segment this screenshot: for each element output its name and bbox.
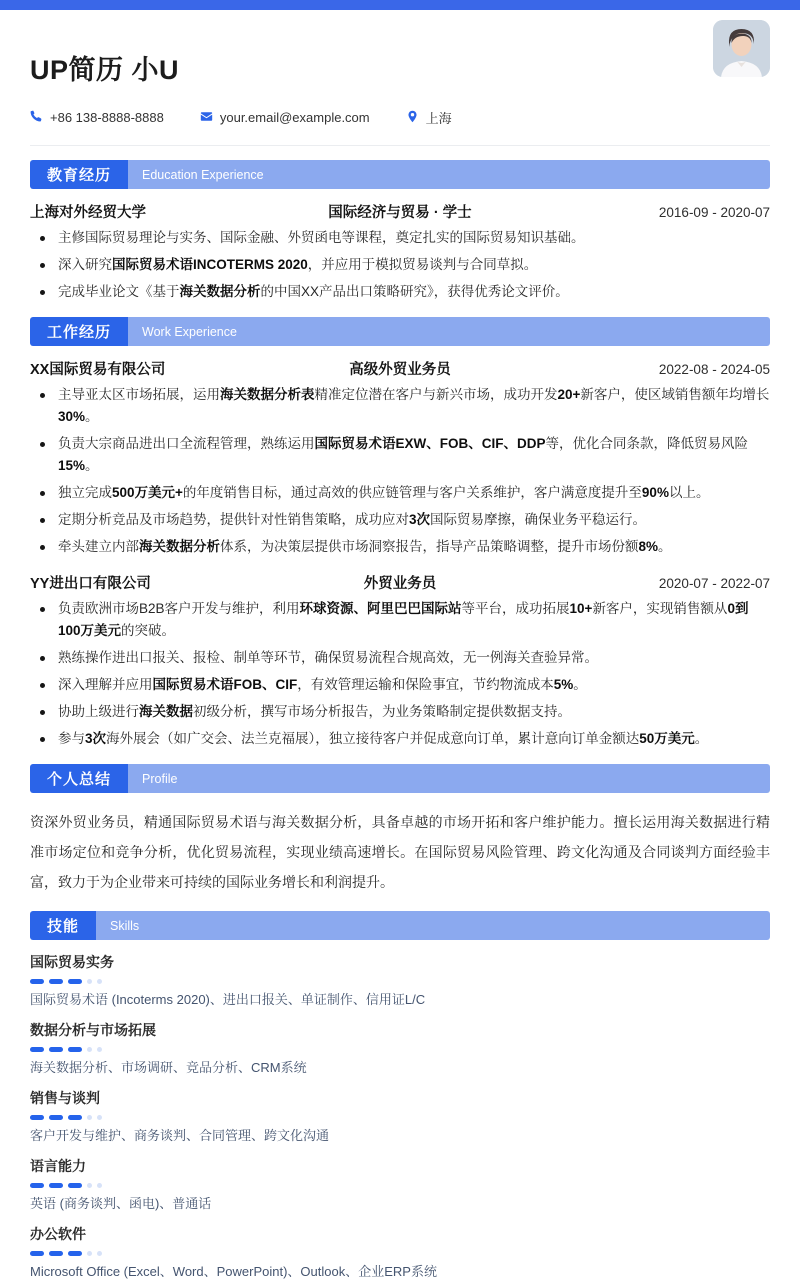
- bullet-text: 深入理解并应用国际贸易术语FOB、CIF，有效管理运输和保险事宜，节约物流成本5%。: [58, 677, 587, 692]
- skill-level-empty-dot: [87, 1183, 92, 1188]
- skill-item: [30, 1087, 770, 1144]
- company-name: YY进出口有限公司: [30, 576, 151, 592]
- skill-level-indicator: [30, 1251, 770, 1256]
- date-range: 2022-08 - 2024-05: [658, 362, 770, 377]
- section-subtitle-en: Profile: [128, 764, 770, 793]
- date-range: 2016-09 - 2020-07: [658, 205, 770, 220]
- work-entry: [30, 572, 770, 750]
- skill-level-empty-dot: [97, 1251, 102, 1256]
- contact-text: your.email@example.com: [219, 110, 370, 125]
- section-profile: [30, 764, 770, 897]
- top-accent-bar: [0, 0, 800, 10]
- bullet-item: [30, 701, 770, 723]
- education-entries: [30, 201, 770, 303]
- skill-list: [30, 951, 770, 1280]
- skill-name: 销售与谈判: [30, 1090, 100, 1106]
- bullet-item: [30, 254, 770, 276]
- skill-level-filled-dash: [49, 1183, 63, 1188]
- bullet-item: [30, 433, 770, 477]
- contact-item: [30, 110, 164, 126]
- skill-level-filled-dash: [68, 1047, 82, 1052]
- profile-summary: 资深外贸业务员，精通国际贸易术语与海关数据分析，具备卓越的市场开拓和客户维护能力。擅长运用海关数据进行精准市场定位和竞争分析，优化贸易流程，实现业绩高速增长。在国际贸易风险管理、跨文化沟通及合同谈判方面经验丰富，致力于为企业带来可持续的国际业务增长和利润提升。: [30, 814, 770, 890]
- skill-level-filled-dash: [68, 1251, 82, 1256]
- skill-level-filled-dash: [30, 1047, 44, 1052]
- page-title: UP简历 小U: [30, 55, 180, 85]
- section-skills: [30, 911, 770, 1280]
- contact-text: +86 138-8888-8888: [50, 110, 164, 125]
- section-title: 工作经历: [30, 317, 128, 346]
- skill-level-filled-dash: [30, 979, 44, 984]
- section-education: [30, 160, 770, 303]
- skill-level-indicator: [30, 1047, 770, 1052]
- skill-description: 英语 (商务谈判、函电)、普通话: [30, 1196, 212, 1211]
- resume-page: [0, 10, 800, 1280]
- skill-name: 数据分析与市场拓展: [30, 1022, 156, 1038]
- skill-level-filled-dash: [30, 1251, 44, 1256]
- section-header-skills: [30, 911, 770, 940]
- skill-description: 国际贸易术语 (Incoterms 2020)、进出口报关、单证制作、信用证L/C: [30, 992, 426, 1007]
- section-title: 个人总结: [30, 764, 128, 793]
- skill-level-filled-dash: [49, 979, 63, 984]
- section-header-education: [30, 160, 770, 189]
- entry-heading: [30, 358, 770, 379]
- bullet-text: 负责欧洲市场B2B客户开发与维护，利用环球资源、阿里巴巴国际站等平台，成功拓展10+新客户，实现销售额从0到100万美元的突破。: [58, 601, 749, 638]
- bullet-item: [30, 674, 770, 696]
- skill-level-filled-dash: [68, 1115, 82, 1120]
- bullet-text: 主导亚太区市场拓展，运用海关数据分析表精准定位潜在客户与新兴市场，成功开发20+新客户，使区域销售额年均增长30%。: [58, 387, 770, 424]
- section-subtitle-en: Skills: [96, 911, 770, 940]
- skill-level-filled-dash: [30, 1183, 44, 1188]
- bullet-item: [30, 227, 770, 249]
- skill-level-empty-dot: [87, 1251, 92, 1256]
- bullet-item: [30, 384, 770, 428]
- bullet-text: 牵头建立内部海关数据分析体系，为决策层提供市场洞察报告，指导产品策略调整，提升市场份额8%。: [58, 539, 672, 554]
- bullet-text: 协助上级进行海关数据初级分析，撰写市场分析报告，为业务策略制定提供数据支持。: [58, 704, 571, 719]
- bullet-text: 深入研究国际贸易术语INCOTERMS 2020，并应用于模拟贸易谈判与合同草拟。: [58, 257, 538, 272]
- work-entries: [30, 358, 770, 750]
- skill-level-empty-dot: [97, 1047, 102, 1052]
- bullet-text: 熟练操作进出口报关、报检、制单等环节，确保贸易流程合规高效，无一例海关查验异常。: [58, 650, 598, 665]
- bullet-text: 定期分析竞品及市场趋势，提供针对性销售策略，成功应对3次国际贸易摩擦，确保业务平稳运行。: [58, 512, 647, 527]
- skill-name: 国际贸易实务: [30, 954, 114, 970]
- bullet-item: [30, 536, 770, 558]
- bullet-text: 参与3次海外展会（如广交会、法兰克福展），独立接待客户并促成意向订单，累计意向订单金额达50万美元。: [58, 731, 709, 746]
- skill-item: [30, 951, 770, 1008]
- skill-level-empty-dot: [97, 1183, 102, 1188]
- position-title: 高级外贸业务员: [349, 362, 451, 378]
- section-subtitle-en: Education Experience: [128, 160, 770, 189]
- bullet-text: 完成毕业论文《基于海关数据分析的中国XX产品出口策略研究》，获得优秀论文评价。: [58, 284, 569, 299]
- contact-row: [30, 108, 770, 127]
- skill-name: 办公软件: [30, 1226, 86, 1242]
- skill-level-indicator: [30, 1115, 770, 1120]
- education-entry: [30, 201, 770, 303]
- position-title: 外贸业务员: [363, 576, 437, 592]
- skill-item: [30, 1019, 770, 1076]
- skill-item: [30, 1155, 770, 1212]
- skill-description: 海关数据分析、市场调研、竞品分析、CRM系统: [30, 1060, 307, 1075]
- bullet-list: [30, 598, 770, 750]
- skill-level-empty-dot: [87, 1115, 92, 1120]
- company-name: XX国际贸易有限公司: [30, 362, 166, 378]
- skill-name: 语言能力: [30, 1158, 86, 1174]
- contact-text: 上海: [425, 111, 452, 126]
- bullet-item: [30, 598, 770, 642]
- section-header-work: [30, 317, 770, 346]
- section-subtitle-en: Work Experience: [128, 317, 770, 346]
- date-range: 2020-07 - 2022-07: [658, 576, 770, 591]
- bullet-item: [30, 728, 770, 750]
- contact-item: [200, 110, 370, 126]
- skill-level-filled-dash: [49, 1047, 63, 1052]
- skill-level-indicator: [30, 1183, 770, 1188]
- bullet-item: [30, 281, 770, 303]
- entry-heading: [30, 572, 770, 593]
- profile-photo: [713, 20, 770, 77]
- work-entry: [30, 358, 770, 558]
- skill-level-filled-dash: [30, 1115, 44, 1120]
- entry-heading: [30, 201, 770, 222]
- bullet-item: [30, 482, 770, 504]
- skill-level-filled-dash: [68, 1183, 82, 1188]
- bullet-item: [30, 509, 770, 531]
- bullet-text: 主修国际贸易理论与实务、国际金融、外贸函电等课程，奠定扎实的国际贸易知识基础。: [58, 230, 585, 245]
- bullet-text: 独立完成500万美元+的年度销售目标，通过高效的供应链管理与客户关系维护，客户满意度提升至90%以上。: [58, 485, 710, 500]
- contact-item: [406, 108, 452, 127]
- section-title: 教育经历: [30, 160, 128, 189]
- major-degree: 国际经济与贸易 · 学士: [328, 205, 472, 221]
- skill-level-empty-dot: [87, 979, 92, 984]
- skill-item: [30, 1223, 770, 1280]
- section-title: 技能: [30, 911, 96, 940]
- skill-level-empty-dot: [97, 1115, 102, 1120]
- skill-level-filled-dash: [49, 1251, 63, 1256]
- skill-description: 客户开发与维护、商务谈判、合同管理、跨文化沟通: [30, 1128, 330, 1143]
- bullet-list: [30, 227, 770, 303]
- bullet-text: 负责大宗商品进出口全流程管理，熟练运用国际贸易术语EXW、FOB、CIF、DDP等，优化合同条款，降低贸易风险15%。: [58, 436, 748, 473]
- phone-icon: [30, 110, 43, 126]
- skill-level-filled-dash: [68, 979, 82, 984]
- skill-level-filled-dash: [49, 1115, 63, 1120]
- skill-level-indicator: [30, 979, 770, 984]
- skill-description: Microsoft Office (Excel、Word、PowerPoint)、Outlook、企业ERP系统: [30, 1264, 437, 1279]
- section-header-profile: [30, 764, 770, 793]
- pin-icon: [406, 110, 419, 126]
- skill-level-empty-dot: [87, 1047, 92, 1052]
- mail-icon: [200, 110, 213, 126]
- skill-level-empty-dot: [97, 979, 102, 984]
- header-divider: [30, 145, 770, 146]
- resume-header: [30, 10, 770, 146]
- bullet-item: [30, 647, 770, 669]
- section-work: [30, 317, 770, 750]
- school-name: 上海对外经贸大学: [30, 205, 146, 221]
- bullet-list: [30, 384, 770, 558]
